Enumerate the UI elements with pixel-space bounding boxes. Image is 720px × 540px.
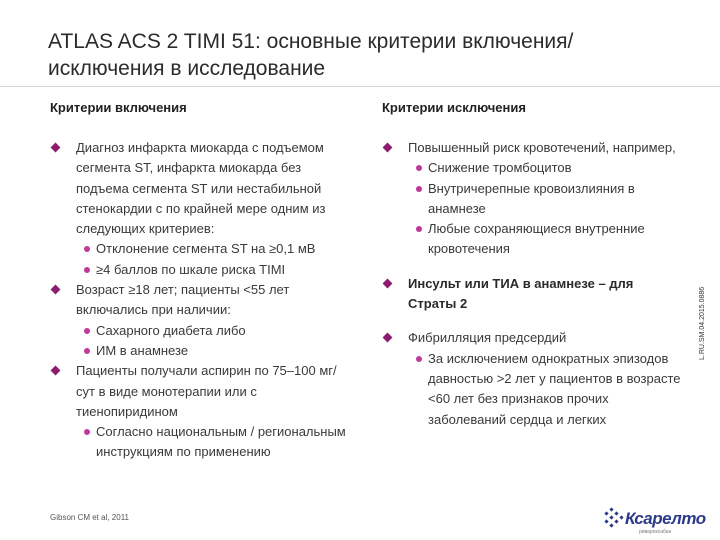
xarelto-logo <box>603 505 715 537</box>
exclusion-item-text: Фибрилляция предсердий <box>408 330 567 346</box>
sub-item-text: ИМ в анамнезе <box>96 342 189 358</box>
inclusion-item-text: Пациенты получали аспирин по 75–100 мг/сут в виде монотерапии или с тиенопиридином <box>76 363 337 419</box>
sub-item-text: Любые сохраняющиеся внутренние кровотечения <box>428 221 645 257</box>
sub-item <box>408 219 682 260</box>
dot-bullet-icon <box>416 226 422 232</box>
inclusion-item <box>50 280 350 361</box>
sub-item-text: Отклонение сегмента ST на ≥0,1 мВ <box>96 241 316 257</box>
inclusion-item <box>50 361 350 462</box>
diamond-bullet-icon <box>383 333 393 343</box>
exclusion-item <box>382 328 682 429</box>
diamond-bullet-icon <box>51 143 61 153</box>
exclusion-list <box>382 138 682 430</box>
sub-item-text: Снижение тромбоцитов <box>428 160 572 176</box>
sub-item <box>76 422 350 463</box>
inclusion-item-text: Возраст ≥18 лет; пациенты <55 лет включались при наличии: <box>76 282 290 318</box>
diamond-bullet-icon <box>51 366 61 376</box>
diamond-bullet-icon <box>51 285 61 295</box>
dot-bullet-icon <box>416 356 422 362</box>
sub-item <box>408 349 682 430</box>
dot-bullet-icon <box>84 267 90 273</box>
inclusion-item <box>50 138 350 280</box>
diamond-bullet-icon <box>383 278 393 288</box>
exclusion-item-text: Инсульт или ТИА в анамнезе – для Страты 2 <box>408 275 634 312</box>
sub-item <box>76 321 350 341</box>
sub-item <box>408 179 682 220</box>
sub-item <box>76 341 350 361</box>
dot-bullet-icon <box>84 246 90 252</box>
slide-title: ATLAS ACS 2 TIMI 51: основные критерии включения/исключения в исследование <box>48 30 574 80</box>
exclusion-item-text: Повышенный риск кровотечений, например, <box>408 140 676 155</box>
logo-name: Ксарелто <box>625 509 706 528</box>
inclusion-heading: Критерии включения <box>50 100 187 115</box>
exclusion-heading: Критерии исключения <box>382 100 526 115</box>
sub-item-text: Сахарного диабета либо <box>96 322 246 338</box>
sub-item-text: ≥4 баллов по шкале риска TIMI <box>96 261 286 277</box>
sub-item-text: Согласно национальным / региональным инструкциям по применению <box>96 424 346 460</box>
dot-bullet-icon <box>416 165 422 171</box>
sub-item <box>76 260 350 280</box>
dot-bullet-icon <box>84 328 90 334</box>
footnote-reference: Gibson CM et al, 2011 <box>50 513 130 522</box>
dot-bullet-icon <box>84 429 90 435</box>
sub-item <box>76 239 350 259</box>
dot-bullet-icon <box>84 348 90 354</box>
sub-item-text: За исключением однократных эпизодов давностью >2 лет у пациентов в возрасте <60 лет без признаков прочих заболеваний сердца и легких <box>428 350 681 427</box>
inclusion-item-text: Диагноз инфаркта миокарда с подъемом сегмента ST, инфаркта миокарда без подъема сегмента ST или нестабильной стенокардии с по крайней мере одним из следующих критериев: <box>76 140 326 237</box>
document-code: L.RU.SM.04.2015.0886 <box>699 286 706 360</box>
sub-item <box>408 158 682 178</box>
exclusion-item <box>382 274 682 315</box>
title-divider <box>0 86 720 87</box>
logo-tagline: ривароксабан <box>639 529 672 535</box>
diamond-bullet-icon <box>383 143 393 153</box>
inclusion-list <box>50 138 350 463</box>
exclusion-item <box>382 138 682 260</box>
dot-bullet-icon <box>416 186 422 192</box>
sub-item-text: Внутричерепные кровоизлияния в анамнезе <box>428 180 635 216</box>
logo-mark-icon <box>603 507 625 529</box>
